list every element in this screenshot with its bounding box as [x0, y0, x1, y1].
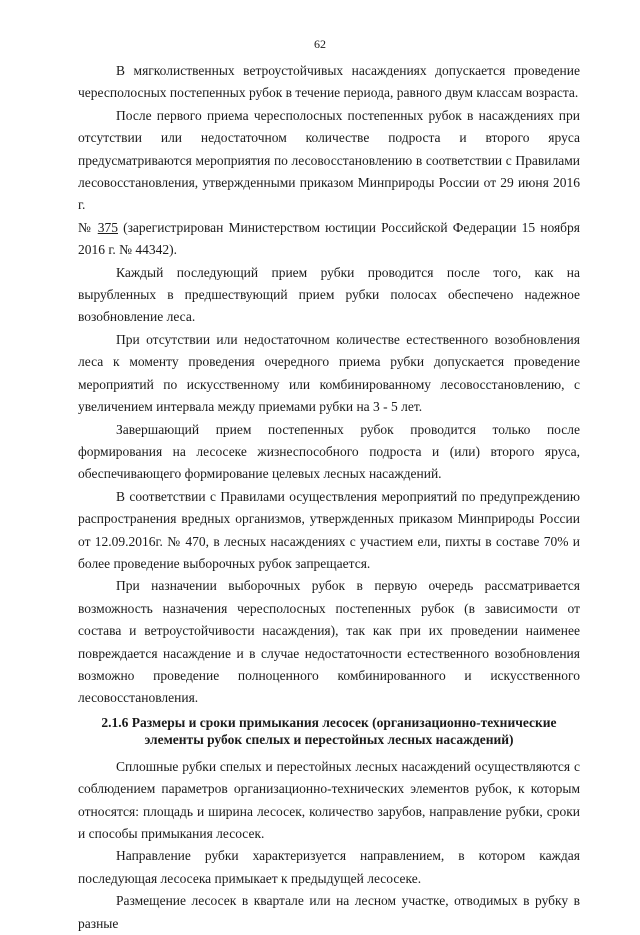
- order-suffix: (зарегистрирован Министерством юстиции Российской Федерации 15 ноября 2016 г. № 44342).: [78, 219, 580, 258]
- paragraph: Каждый последующий прием рубки проводится после того, как на вырубленных в предшествующий прием рубки полосах обеспечено надежное возобновление леса.: [78, 264, 580, 325]
- paragraph: Сплошные рубки спелых и перестойных лесных насаждений осуществляются с соблюдением параметров организационно-технических элементов рубок, к которым относятся: площадь и ширина лесосек, количество зарубов, направление рубки, сроки и способы примыкания лесосек.: [78, 758, 580, 841]
- order-number-link[interactable]: 375: [97, 219, 118, 235]
- paragraph: После первого приема чересполосных постепенных рубок в насаждениях при отсутствии или недостаточном количестве подроста и второго яруса предусматриваются мероприятия по лесовосстановлению в соответствии с Правилами лесовосстановления, утвержденными приказом Минприроды России от 29 июня 2016 г.: [78, 107, 580, 213]
- order-reference-paragraph: [78, 217, 580, 262]
- paragraph: В соответствии с Правилами осуществления мероприятий по предупреждению распространения вредных организмов, утвержденных приказом Минприроды России от 12.09.2016г. № 470, в лесных насаждениях с участием ели, пихты в составе 70% и более проведение выборочных рубок запрещается.: [78, 488, 580, 571]
- paragraph: Размещение лесосек в квартале или на лесном участке, отводимых в рубку в разные: [78, 893, 580, 931]
- paragraph: При отсутствии или недостаточном количестве естественного возобновления леса к моменту проведения очередного приема рубки допускается проведение мероприятий по искусственному или комбинированному лесовосстановлению, с увеличением интервала между приемами рубки на 3 - 5 лет.: [78, 331, 580, 415]
- paragraph: В мягколиственных ветроустойчивых насаждениях допускается проведение чересполосных постепенных рубок в течение периода, равного двум классам возраста.: [78, 63, 580, 101]
- paragraph: Направление рубки характеризуется направлением, в котором каждая последующая лесосека примыкает к предыдущей лесосеке.: [78, 848, 580, 886]
- section-heading: 2.1.6 Размеры и сроки примыкания лесосек (организационно-технические элементы рубок спелых и перестойных лесных насаждений): [101, 714, 557, 747]
- order-prefix: №: [78, 219, 98, 235]
- document-body: [78, 60, 580, 935]
- paragraph: При назначении выборочных рубок в первую очередь рассматривается возможность назначения чересполосных постепенных рубок (в зависимости от состава и ветроустойчивости насаждения), так как при их проведении наименее повреждается насаждение и в случае недостаточности естественного возобновления возможно проведение полноценного комбинированного и искусственного лесовосстановления.: [78, 578, 580, 706]
- page-number: 62: [314, 37, 326, 51]
- paragraph: Завершающий прием постепенных рубок проводится только после формирования на лесосеке жизнеспособного подроста и (или) второго яруса, обеспечивающего формирование целевых лесных насаждений.: [78, 421, 580, 482]
